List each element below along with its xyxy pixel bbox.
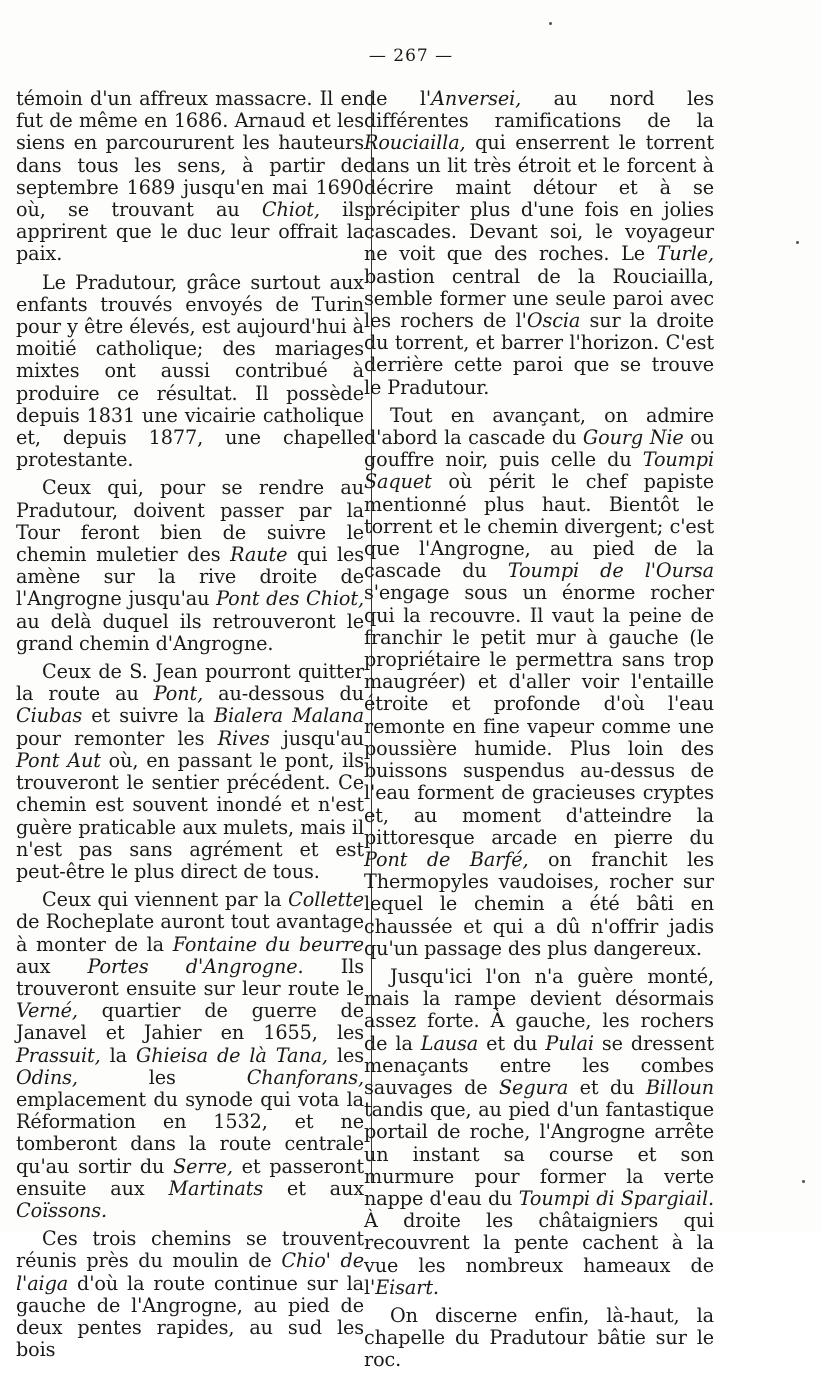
right-column — [364, 88, 714, 1378]
paragraph — [16, 889, 364, 1222]
italic-text: Oscia — [526, 309, 581, 333]
paragraph — [364, 1305, 714, 1372]
print-speck — [796, 241, 799, 244]
italic-text: Portes d'Angrogne. — [87, 954, 304, 978]
italic-text: Segura — [499, 1075, 569, 1099]
paragraph — [364, 966, 714, 1299]
text-run: les — [77, 1065, 247, 1089]
italic-text: Ghieisa de là Tana, — [136, 1043, 328, 1067]
text-run: au nord les différentes ramifications de la — [364, 87, 714, 133]
text-run: Ceux qui viennent par la — [42, 888, 289, 912]
text-run: et du — [478, 1031, 546, 1055]
text-run: au-dessous du — [203, 682, 364, 706]
italic-text: Chanforans, — [246, 1065, 364, 1089]
italic-text: Eisart. — [375, 1275, 439, 1299]
text-run: on franchit les Thermopyles vaudoises, rocher sur lequel le chemin a été bâti en chaussée et qui a dû n'offrir jadis qu'un passage des plus dangereux. — [364, 847, 714, 960]
italic-text: Lausa — [420, 1031, 479, 1055]
text-run: sur la droite du torrent, et barrer l'horizon. C'est derrière cette paroi que se trouve le Pradutour. — [364, 309, 714, 399]
italic-text: Raute — [230, 543, 288, 567]
text-run: Ceux qui, pour se rendre au Pradutour, doivent passer par la Tour feront bien de suivre le chemin muletier des — [16, 476, 364, 567]
text-run: qui enserrent le torrent dans un lit très étroit et le forcent à décrire maint détour et à se précipiter plus d'une fois en jolies cascades. Devant soi, le voyageur ne voit que des roches. Le — [364, 131, 714, 266]
text-run: d'où la route continue sur la gauche de l'Angrogne, au pied de deux pentes rapides, au sud les bois — [16, 1271, 364, 1362]
text-run: pour remonter les — [16, 726, 218, 750]
italic-text: Pont Aut — [16, 748, 101, 772]
text-run: bastion central de la Rouciailla, semble former une seule paroi avec les rochers de l' — [364, 264, 714, 333]
italic-text: Verné, — [16, 999, 78, 1023]
italic-text: Pont de Barfé, — [364, 847, 529, 871]
italic-text: Bialera Malana — [213, 704, 364, 728]
text-run: Jusqu'ici l'on n'a guère monté, mais la rampe devient désormais assez forte. À gauche, les rochers de la — [364, 964, 714, 1055]
left-column — [16, 88, 364, 1367]
text-run: ou gouffre noir, puis celle du — [364, 426, 714, 472]
text-run: où périt le chef papiste mentionné plus haut. Bientôt le torrent et le chemin divergent; c'est que l'Angrogne, au pied de la cascade du — [364, 470, 714, 583]
text-run: témoin d'un affreux massacre. Il en fut de même en 1686. Arnaud et les siens en parcoururent les hauteurs dans tous les sens, à partir de septembre 1689 jusqu'en mai 1690 où, se trouvant au — [16, 87, 364, 222]
italic-text: Serre, — [173, 1154, 233, 1178]
italic-text: Toumpi de l'Oursa — [507, 559, 714, 583]
text-run: jusqu'au — [269, 726, 364, 750]
italic-text: Prassuit, — [16, 1043, 101, 1067]
italic-text: Chio' de l'aiga — [16, 1249, 364, 1295]
italic-text: Chiot, — [261, 198, 320, 222]
page-number: — 267 — — [368, 46, 454, 66]
text-run: À droite les châtaigniers qui recouvrent la pente cachent à la vue les nombreux hameaux de l' — [364, 1209, 714, 1299]
italic-text: Fontaine du beurre — [172, 932, 364, 956]
italic-text: Gourg Nie — [582, 426, 684, 450]
italic-text: Martinats — [168, 1176, 264, 1200]
italic-text: Rives — [217, 726, 270, 750]
text-run: où, en passant le pont, ils trouveront le sentier précédent. Ce chemin est souvent inondé et n'est guère praticable aux mulets, mais il n'est pas sans agrément et est peut-être le plus direct de tous. — [16, 748, 364, 883]
italic-text: Odins, — [16, 1065, 78, 1089]
text-run: qui les amène sur la rive droite de l'Angrogne jusqu'au — [16, 543, 365, 611]
italic-text: Coïssons. — [16, 1198, 108, 1222]
text-run: emplacement du synode qui vota la Réformation en 1532, et ne tomberont dans la route centrale qu'au sortir du — [16, 1087, 364, 1178]
print-speck — [802, 1180, 805, 1183]
print-speck — [549, 22, 552, 25]
text-run: Ceux de S. Jean pourront quitter la route au — [16, 660, 364, 706]
italic-text: Anversei, — [431, 87, 522, 110]
paragraph — [16, 1228, 364, 1361]
italic-text: Toumpi di Spargiail. — [518, 1186, 714, 1210]
text-run: On discerne enfin, là-haut, la chapelle du Pradutour bâtie sur le roc. — [364, 1303, 714, 1372]
italic-text: Turle, — [656, 242, 714, 266]
paragraph — [364, 88, 714, 399]
text-run: les — [327, 1043, 364, 1067]
text-run: Ils trouveront ensuite sur leur route le — [16, 954, 364, 1000]
text-run: au delà duquel ils retrouveront le grand chemin d'Angrogne. — [16, 609, 364, 655]
text-run: se dressent menaçants entre les combes sauvages de — [364, 1031, 714, 1099]
text-run: quartier de guerre de Janavel et Jahier en 1655, les — [16, 999, 364, 1045]
italic-text: Toumpi Saquet — [364, 448, 714, 494]
paragraph — [16, 272, 364, 472]
text-run: et passeront ensuite aux — [16, 1154, 365, 1200]
text-run: Ces trois chemins se trouvent réunis près du moulin de — [16, 1227, 364, 1273]
italic-text: Ciubas — [16, 704, 83, 728]
paragraph — [16, 88, 364, 266]
paragraph — [16, 477, 364, 655]
text-run: et du — [568, 1075, 646, 1099]
text-run: Le Pradutour, grâce surtout aux enfants trouvés envoyés de Turin pour y être élevés, est aujourd'hui à moitié catholique; des mariages mixtes ont aussi contribué à produire ce résultat. Il possède depuis 1831 une vicairie catholique et, depuis 1877, une chapelle protestante. — [16, 270, 364, 472]
text-run: aux — [16, 954, 88, 978]
text-run: s'engage sous un énorme rocher qui la recouvre. Il vaut la peine de franchir le petit mur à gauche (le propriétaire le permettra sans trop maugréer) et d'aller voir l'entaille étroite et profonde d'où l'eau remonte en fine vapeur comme une poussière humide. Plus loin des buissons suspendus au-dessus de l'eau forment de gracieuses cryptes et, au moment d'atteindre la pittoresque arcade en pierre du — [364, 581, 714, 849]
italic-text: Collette — [288, 888, 364, 912]
text-run: et aux — [263, 1176, 364, 1200]
text-run: et suivre la — [82, 704, 214, 728]
text-run: ils apprirent que le duc leur offrait la paix. — [16, 198, 364, 266]
text-run: de Rocheplate auront tout avantage à monter de la — [16, 910, 364, 956]
italic-text: Billoun — [645, 1075, 714, 1099]
italic-text: Pont des Chiot, — [216, 587, 364, 611]
text-run: tandis que, au pied d'un fantastique portail de roche, l'Angrogne arrête un instant sa course et son murmure pour former la verte nappe d'eau du — [364, 1098, 714, 1210]
paragraph — [364, 405, 714, 960]
italic-text: Pulai — [545, 1031, 594, 1055]
text-run: la — [100, 1043, 137, 1067]
italic-text: Rouciailla, — [364, 131, 466, 155]
text-run: Tout en avançant, on admire d'abord la cascade du — [364, 403, 714, 450]
text-run: de l' — [364, 87, 432, 110]
italic-text: Pont, — [153, 682, 204, 706]
paragraph — [16, 661, 364, 883]
